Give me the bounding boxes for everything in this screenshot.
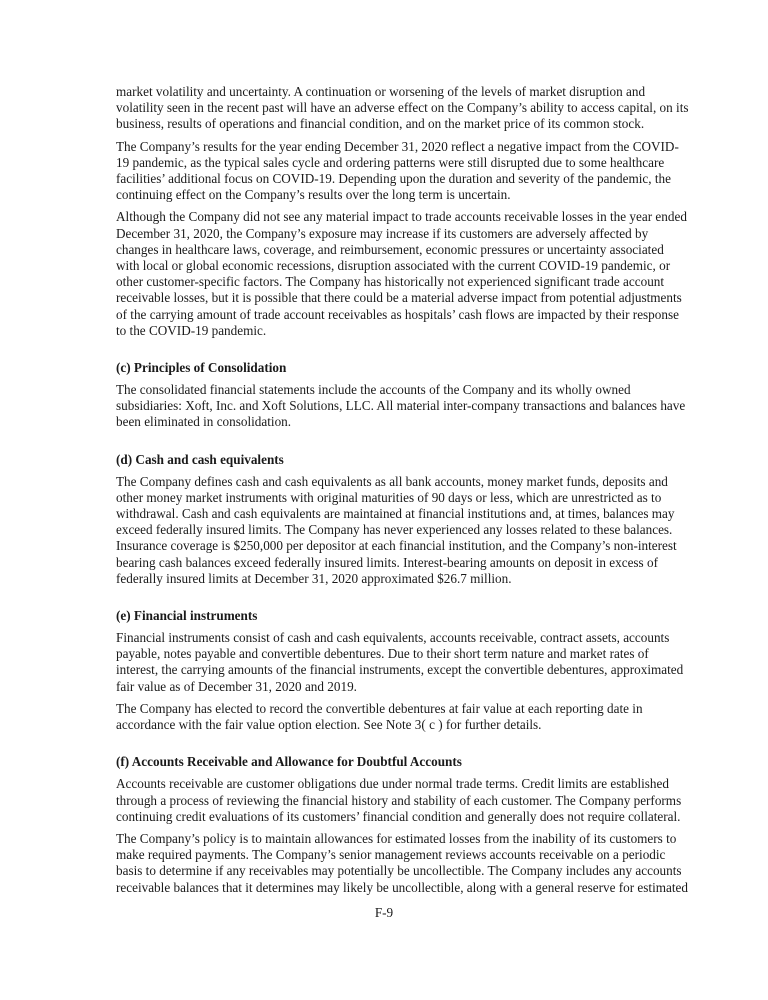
paragraph (116, 630, 684, 695)
text-line: been eliminated in consolidation. (116, 414, 292, 430)
section-heading: (e) Financial instruments (116, 608, 258, 624)
text-line: changes in healthcare laws, coverage, and reimbursement, economic pressures or uncertainty associated (116, 241, 664, 257)
text-line: receivable losses, but it is possible that there could be a material adverse impact from potential adjustments (116, 290, 682, 306)
section-spacer (116, 593, 676, 608)
text-line: with local or global economic recessions, disruption associated with the current COVID-19 pandemic, or (116, 258, 671, 274)
text-line: to the COVID-19 pandemic. (116, 322, 267, 338)
text-line: payable, notes payable and convertible debentures. Due to their short term nature and market rates of (116, 646, 649, 662)
paragraph (116, 701, 676, 733)
section-spacer (116, 345, 676, 360)
section-principles-of-consolidation (116, 360, 686, 431)
text-line: facilities’ additional focus on COVID-19. Depending upon the duration and severity of the pandemic, the (116, 171, 671, 187)
paragraph (116, 474, 676, 587)
text-line: Financial instruments consist of cash and cash equivalents, accounts receivable, contract assets, accounts (116, 630, 670, 646)
text-line: other money market instruments with original maturities of 90 days or less, which are unrestricted as to (116, 489, 662, 505)
text-line: bearing cash balances exceed federally insured limits. Interest-bearing amounts on deposit in excess of (116, 554, 658, 570)
section-heading: (c) Principles of Consolidation (116, 360, 287, 376)
paragraph-covid-results (116, 138, 679, 204)
paragraph (116, 382, 686, 431)
intro-section (116, 84, 689, 339)
text-line: subsidiaries: Xoft, Inc. and Xoft Solutions, LLC. All material inter-company transactions and balances have (116, 398, 686, 414)
paragraph-market-volatility (116, 84, 689, 133)
section-cash-equivalents (116, 452, 676, 587)
text-line: exceed federally insured limits. The Company has never experienced any losses related to these balances. (116, 522, 673, 538)
section-heading: (d) Cash and cash equivalents (116, 451, 284, 467)
section-financial-instruments (116, 608, 684, 733)
text-line: withdrawal. Cash and cash equivalents are maintained at financial institutions and, at times, balances may (116, 506, 675, 522)
text-line: 19 pandemic, as the typical sales cycle and ordering patterns were still disrupted due to some healthcare (116, 154, 665, 170)
section-spacer (116, 437, 676, 452)
text-line: The Company’s policy is to maintain allowances for estimated losses from the inability of its customers to (116, 830, 677, 846)
text-line: continuing credit evaluations of its customers’ financial condition and generally does not require collateral. (116, 808, 681, 824)
text-line: Insurance coverage is $250,000 per depositor at each financial institution, and the Company’s non-interest (116, 538, 677, 554)
text-line: through a process of reviewing the financial history and stability of each customer. The Company performs (116, 792, 682, 808)
text-line: Accounts receivable are customer obligations due under normal trade terms. Credit limits are established (116, 776, 669, 792)
paragraph (116, 830, 688, 896)
section-heading: (f) Accounts Receivable and Allowance for Doubtful Accounts (116, 754, 462, 770)
text-line: The Company’s results for the year ending December 31, 2020 reflect a negative impact from the COVID- (116, 138, 679, 154)
page-number: F-9 (374, 905, 394, 920)
text-line: other customer-specific factors. The Company has historically not experienced significant trade account (116, 274, 665, 290)
section-accounts-receivable (116, 754, 688, 895)
text-line: The Company defines cash and cash equivalents as all bank accounts, money market funds, deposits and (116, 473, 668, 489)
text-line: volatility seen in the recent past will have an adverse effect on the Company’s ability to access capital, on its (116, 100, 689, 116)
section-spacer (116, 739, 676, 754)
text-line: make required payments. The Company’s senior management reviews accounts receivable on a periodic (116, 847, 666, 863)
text-line: federally insured limits at December 31, 2020 approximated $26.7 million. (116, 570, 512, 586)
text-line: fair value as of December 31, 2020 and 2019. (116, 678, 357, 694)
text-line: continuing effect on the Company’s results over the long term is uncertain. (116, 187, 511, 203)
paragraph (116, 776, 682, 825)
text-line: December 31, 2020, the Company’s exposure may increase if its customers are adversely affected by (116, 225, 649, 241)
text-line: business, results of operations and financial condition, and on the market price of its common stock. (116, 116, 645, 132)
paragraph-receivable-losses (116, 209, 687, 339)
text-line: accordance with the fair value option election. See Note 3( c ) for further details. (116, 717, 542, 733)
text-line: receivable balances that it determines may likely be uncollectible, along with a general reserve for estimated (116, 879, 688, 895)
text-line: interest, the carrying amounts of the financial instruments, except the convertible debentures, approximated (116, 662, 684, 678)
text-line: market volatility and uncertainty. A continuation or worsening of the levels of market disruption and (116, 84, 646, 99)
text-line: The consolidated financial statements include the accounts of the Company and its wholly owned (116, 382, 631, 398)
document-page (116, 84, 689, 902)
text-line: basis to determine if any receivables may potentially be uncollectible. The Company includes any accounts (116, 863, 682, 879)
text-line: The Company has elected to record the convertible debentures at fair value at each reporting date in (116, 700, 643, 716)
text-line: of the carrying amount of trade account receivables as hospitals’ cash flows are impacted by their response (116, 306, 679, 322)
text-line: Although the Company did not see any material impact to trade accounts receivable losses in the year ended (116, 209, 687, 225)
